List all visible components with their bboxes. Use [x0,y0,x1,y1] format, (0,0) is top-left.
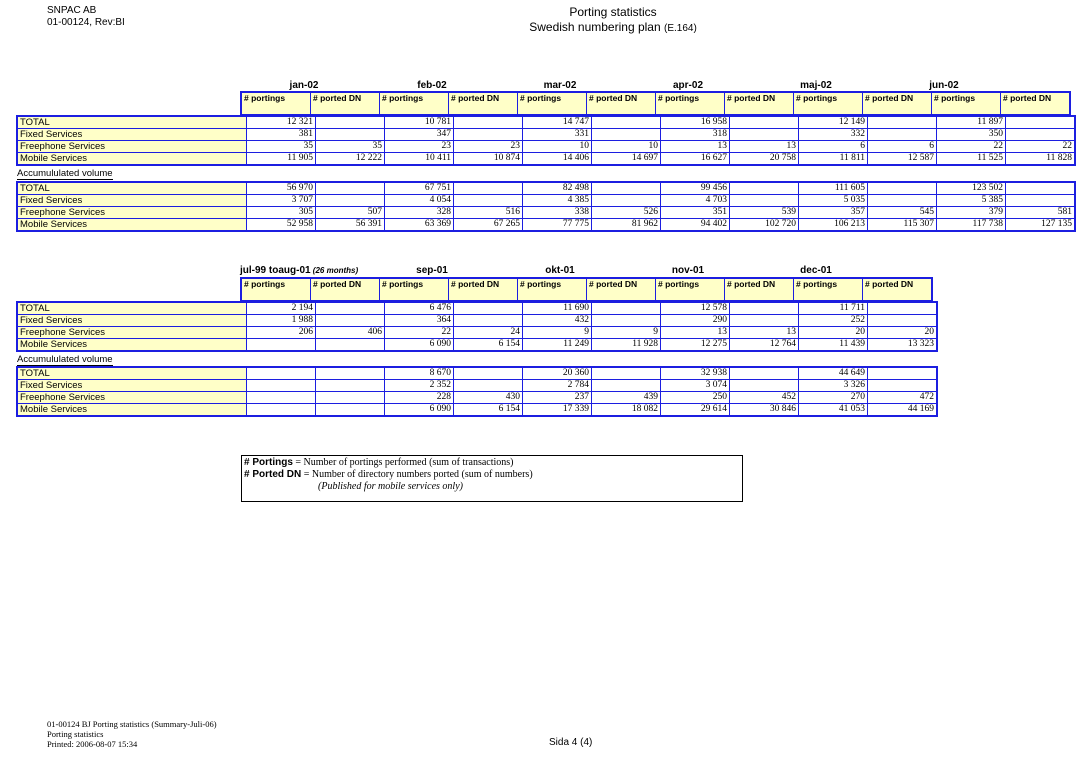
table-cell: 12 321 [247,116,316,129]
table-cell: 6 476 [385,302,454,315]
table-cell [316,339,385,352]
table-cell: 52 958 [247,219,316,232]
table-row [17,367,937,380]
table-cell [730,195,799,207]
table-cell: 406 [316,327,385,339]
table-cell: 6 154 [454,339,523,352]
table-cell [316,367,385,380]
table-cell: 63 369 [385,219,454,232]
table-cell: 127 135 [1006,219,1076,232]
table-row [17,116,1075,129]
table-cell: 12 275 [661,339,730,352]
accumulated-table-2002 [16,181,1076,232]
table-row [17,219,1075,232]
table-cell: 14 697 [592,153,661,166]
table-cell: 516 [454,207,523,219]
table-cell [730,302,799,315]
table-cell [730,315,799,327]
table-cell [730,129,799,141]
row-label: Mobile Services [17,339,247,352]
document-header-left [47,5,125,29]
table-cell: 77 775 [523,219,592,232]
table-cell: 12 587 [868,153,937,166]
legend-portings: # Portings = Number of portings performed (sum of transactions) [244,457,514,468]
document-footer [47,719,217,749]
table-cell: 432 [523,315,592,327]
subtitle-note: (E.164) [663,23,697,34]
table-cell [454,315,523,327]
table-cell: 10 [592,141,661,153]
table-cell: 2 352 [385,380,454,392]
footer-printed: Printed: 2006-08-07 15:34 [47,739,138,749]
table-cell: 123 502 [937,182,1006,195]
table-cell: 56 391 [316,219,385,232]
table-cell [316,392,385,404]
table-cell [316,182,385,195]
row-label: Freephone Services [17,327,247,339]
table-cell: 41 053 [799,404,868,417]
table-cell: 22 [385,327,454,339]
table-cell [247,380,316,392]
column-header: # ported DN [311,278,380,301]
table-cell: 318 [661,129,730,141]
table-cell [247,339,316,352]
month-header: maj-02 [800,80,832,91]
table-cell: 94 402 [661,219,730,232]
table-cell: 35 [316,141,385,153]
table-cell: 20 [799,327,868,339]
table-cell: 1 988 [247,315,316,327]
table-cell [592,116,661,129]
table-cell: 338 [523,207,592,219]
table-cell: 5 035 [799,195,868,207]
month-header: apr-02 [672,80,703,91]
table-row [17,302,937,315]
table-cell: 10 874 [454,153,523,166]
footer-title: Porting statistics [47,729,104,739]
table-cell [868,315,938,327]
table-cell [316,116,385,129]
table-cell: 11 525 [937,153,1006,166]
table-cell: 472 [868,392,938,404]
table-cell [1006,195,1076,207]
table-cell: 18 082 [592,404,661,417]
column-header: # ported DN [725,92,794,115]
table-cell [730,116,799,129]
table-cell: 6 [799,141,868,153]
column-header: # portings [656,92,725,115]
table-cell: 328 [385,207,454,219]
table-row [17,404,937,417]
table-row [17,141,1075,153]
table-cell: 16 958 [661,116,730,129]
accumulated-label-2002: Accumululated volume [17,168,113,179]
column-header: # ported DN [1001,92,1071,115]
footer-file: 01-00124 BJ Porting statistics (Summary-Juli-06) [47,719,217,729]
column-header: # portings [241,92,311,115]
table-cell: 2 194 [247,302,316,315]
table-cell: 11 905 [247,153,316,166]
table-cell: 545 [868,207,937,219]
table-cell [592,367,661,380]
table-cell: 4 385 [523,195,592,207]
table-cell: 23 [454,141,523,153]
table-row [17,129,1075,141]
page-title: Porting statistics [569,5,657,19]
column-header: # portings [518,92,587,115]
table-row [17,182,1075,195]
table-cell: 14 406 [523,153,592,166]
row-label: Mobile Services [17,404,247,417]
table-cell: 17 339 [523,404,592,417]
month-header: feb-02 [417,80,447,91]
table-cell: 115 307 [868,219,937,232]
table-cell: 11 928 [592,339,661,352]
table-cell [454,367,523,380]
table-cell: 430 [454,392,523,404]
table-cell: 250 [661,392,730,404]
table-cell: 6 154 [454,404,523,417]
table-cell: 3 707 [247,195,316,207]
table-cell: 13 [661,141,730,153]
monthly-table-2001 [16,301,938,352]
table-cell: 11 828 [1006,153,1076,166]
table-cell: 381 [247,129,316,141]
row-label: TOTAL [17,367,247,380]
row-label: TOTAL [17,116,247,129]
table-cell: 22 [1006,141,1076,153]
column-header: # ported DN [587,92,656,115]
accumulated-table-2001 [16,366,938,417]
table-cell: 81 962 [592,219,661,232]
table-cell [454,195,523,207]
table-cell: 439 [592,392,661,404]
table-cell: 206 [247,327,316,339]
table-cell: 32 938 [661,367,730,380]
table-cell [247,367,316,380]
table-cell: 332 [799,129,868,141]
table-cell: 30 846 [730,404,799,417]
column-header: # portings [380,278,449,301]
table-cell [247,392,316,404]
table-cell: 9 [523,327,592,339]
table-cell: 507 [316,207,385,219]
table-cell: 44 649 [799,367,868,380]
table-cell [730,380,799,392]
table-cell: 35 [247,141,316,153]
document-reference: 01-00124, Rev:BI [47,17,125,28]
table-cell: 2 784 [523,380,592,392]
table-cell [592,195,661,207]
table-cell: 581 [1006,207,1076,219]
column-header: # ported DN [311,92,380,115]
legend-note: (Published for mobile services only) [318,481,463,492]
table-cell: 305 [247,207,316,219]
table-cell: 4 703 [661,195,730,207]
table-cell: 350 [937,129,1006,141]
table-cell [316,404,385,417]
month-header: mar-02 [543,80,577,91]
table-cell [1006,116,1076,129]
table-cell [868,367,938,380]
table-cell: 252 [799,315,868,327]
table-cell [316,195,385,207]
table-cell: 5 385 [937,195,1006,207]
table-cell: 117 738 [937,219,1006,232]
table-cell [868,182,937,195]
table-cell: 3 326 [799,380,868,392]
table-cell: 331 [523,129,592,141]
row-label: Fixed Services [17,129,247,141]
document-title-block [400,5,826,36]
table-cell [592,182,661,195]
table-cell [454,129,523,141]
table-cell: 20 758 [730,153,799,166]
table-row [17,380,937,392]
table-cell: 10 781 [385,116,454,129]
month-headers-2001 [0,265,1024,277]
table-cell: 270 [799,392,868,404]
column-header: # ported DN [449,278,518,301]
table-cell [592,129,661,141]
table-cell [868,116,937,129]
table-row [17,195,1075,207]
table-cell [454,182,523,195]
table-cell: 6 090 [385,404,454,417]
table-cell [868,302,938,315]
table-cell: 10 411 [385,153,454,166]
table-cell: 56 970 [247,182,316,195]
table-cell: 13 [661,327,730,339]
table-cell [868,380,938,392]
table-cell [592,315,661,327]
monthly-table-2002 [16,115,1076,166]
table-cell: 11 711 [799,302,868,315]
table-cell: 12 764 [730,339,799,352]
table-cell: 99 456 [661,182,730,195]
column-headers-2001 [240,277,933,302]
table-cell: 29 614 [661,404,730,417]
table-cell [1006,129,1076,141]
table-cell: 67 265 [454,219,523,232]
row-label: Freephone Services [17,207,247,219]
table-cell [592,302,661,315]
table-cell: 106 213 [799,219,868,232]
table-cell: 364 [385,315,454,327]
table-cell: 6 090 [385,339,454,352]
table-cell [454,116,523,129]
table-cell: 11 439 [799,339,868,352]
table-cell: 13 323 [868,339,938,352]
table-cell: 539 [730,207,799,219]
month-header: jul-99 toaug-01 (26 months) [240,265,359,276]
table-cell [1006,182,1076,195]
table-cell: 11 897 [937,116,1006,129]
table-cell: 12 222 [316,153,385,166]
column-header: # portings [794,278,863,301]
row-label: Freephone Services [17,141,247,153]
table-cell [730,182,799,195]
table-cell: 357 [799,207,868,219]
table-cell: 452 [730,392,799,404]
month-header: sep-01 [416,265,448,276]
table-cell: 16 627 [661,153,730,166]
column-header: # ported DN [587,278,656,301]
column-headers-2002 [240,91,1071,116]
table-cell [247,404,316,417]
table-cell: 23 [385,141,454,153]
table-cell: 44 169 [868,404,938,417]
table-cell: 13 [730,141,799,153]
table-cell: 347 [385,129,454,141]
table-row [17,153,1075,166]
row-label: Freephone Services [17,392,247,404]
table-cell: 4 054 [385,195,454,207]
month-header: nov-01 [671,265,705,276]
row-label: Mobile Services [17,219,247,232]
table-cell [730,367,799,380]
table-cell: 12 149 [799,116,868,129]
row-label: TOTAL [17,182,247,195]
table-cell: 102 720 [730,219,799,232]
table-cell [316,302,385,315]
table-row [17,207,1075,219]
month-header: okt-01 [545,265,575,276]
table-cell: 526 [592,207,661,219]
row-label: Fixed Services [17,315,247,327]
row-label: Fixed Services [17,380,247,392]
table-cell: 237 [523,392,592,404]
table-cell: 67 751 [385,182,454,195]
company-name: SNPAC AB [47,5,97,16]
table-cell: 9 [592,327,661,339]
column-header: # portings [380,92,449,115]
column-header: # ported DN [725,278,794,301]
table-cell: 10 [523,141,592,153]
row-label: TOTAL [17,302,247,315]
table-cell [316,380,385,392]
table-cell: 24 [454,327,523,339]
table-cell: 8 670 [385,367,454,380]
table-cell: 14 747 [523,116,592,129]
column-header: # ported DN [863,278,933,301]
month-header: jun-02 [929,80,959,91]
table-row [17,339,937,352]
page-number: Sida 4 (4) [549,737,593,748]
table-cell [316,315,385,327]
column-header: # portings [241,278,311,301]
legend-box [241,455,743,502]
table-cell [868,129,937,141]
column-header: # ported DN [863,92,932,115]
table-cell: 3 074 [661,380,730,392]
table-cell: 20 [868,327,938,339]
table-cell: 12 578 [661,302,730,315]
table-cell: 290 [661,315,730,327]
table-cell: 228 [385,392,454,404]
table-cell [454,302,523,315]
table-cell: 22 [937,141,1006,153]
column-header: # portings [656,278,725,301]
row-label: Fixed Services [17,195,247,207]
table-cell [316,129,385,141]
table-cell: 379 [937,207,1006,219]
table-cell: 6 [868,141,937,153]
table-cell: 11 249 [523,339,592,352]
column-header: # portings [932,92,1001,115]
table-cell: 351 [661,207,730,219]
table-cell: 20 360 [523,367,592,380]
table-cell: 111 605 [799,182,868,195]
month-header: jan-02 [289,80,319,91]
table-row [17,392,937,404]
table-cell [868,195,937,207]
table-row [17,327,937,339]
table-row [17,315,937,327]
table-cell: 11 690 [523,302,592,315]
column-header: # ported DN [449,92,518,115]
page-subtitle: Swedish numbering plan (E.164) [529,20,697,34]
column-header: # portings [794,92,863,115]
table-cell [454,380,523,392]
table-cell: 11 811 [799,153,868,166]
row-label: Mobile Services [17,153,247,166]
table-cell: 82 498 [523,182,592,195]
legend-ported-dn: # Ported DN = Number of directory numbers ported (sum of numbers) [244,469,533,480]
table-cell [592,380,661,392]
accumulated-label-2001: Accumululated volume [17,354,113,365]
column-header: # portings [518,278,587,301]
month-header: dec-01 [800,265,832,276]
table-cell: 13 [730,327,799,339]
